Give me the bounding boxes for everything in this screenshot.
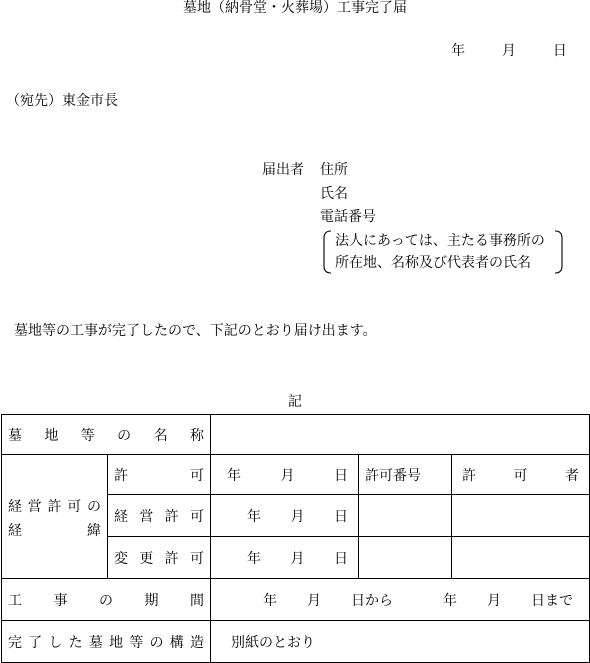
permit-date: 年 月 日 — [211, 455, 359, 495]
table-row-period — [2, 579, 590, 621]
permitter-label: 許 可 者 — [452, 455, 590, 495]
table-row-cemetery-name — [2, 415, 590, 455]
corporate-note-line2: 所在地、名称及び代表者の氏名 — [335, 255, 531, 271]
corporate-note — [322, 230, 564, 272]
document-title: 墓地（納骨堂・火葬場）工事完了届 — [183, 0, 407, 16]
permit-number-label: 許可番号 — [359, 455, 452, 495]
table-row-permit — [2, 455, 590, 495]
month-label: 月 — [501, 43, 516, 59]
completion-table — [1, 414, 590, 663]
period-value: 年 月 日から 年 月 日まで — [211, 579, 590, 621]
change-permitter-value — [452, 537, 590, 579]
submission-date — [451, 43, 567, 59]
statement-text: 墓地等の工事が完了したので、下記のとおり届け出ます。 — [14, 323, 377, 339]
history-label: 経 営 許 可 の 経 緯 — [2, 455, 108, 579]
operating-permit-number-value — [359, 495, 452, 537]
change-permit-label: 変 更 許 可 — [108, 537, 211, 579]
operating-permit-date: 年 月 日 — [211, 495, 359, 537]
change-permit-date: 年 月 日 — [211, 537, 359, 579]
applicant-label: 届出者 — [262, 162, 304, 178]
operating-permit-label: 経 営 許 可 — [108, 495, 211, 537]
structure-value: 別紙のとおり — [211, 621, 590, 663]
phone-field-label: 電話番号 — [320, 209, 376, 225]
address-field-label: 住所 — [320, 162, 348, 178]
corporate-note-line1: 法人にあっては、主たる事務所の — [335, 233, 545, 249]
permit-label: 許 可 — [108, 455, 211, 495]
cemetery-name-label: 墓 地 等 の 名 称 — [2, 415, 211, 455]
day-label: 日 — [552, 43, 567, 59]
year-label: 年 — [451, 43, 465, 59]
operating-permitter-value — [452, 495, 590, 537]
addressee: （宛先）東金市長 — [6, 93, 118, 109]
name-field-label: 氏名 — [320, 186, 348, 202]
period-label: 工 事 の 期 間 — [2, 579, 211, 621]
ki-heading: 記 — [288, 394, 302, 410]
change-permit-number-value — [359, 537, 452, 579]
table-row-structure — [2, 621, 590, 663]
structure-label: 完 了 し た 墓 地 等 の 構 造 — [2, 621, 211, 663]
cemetery-name-value — [211, 415, 590, 455]
